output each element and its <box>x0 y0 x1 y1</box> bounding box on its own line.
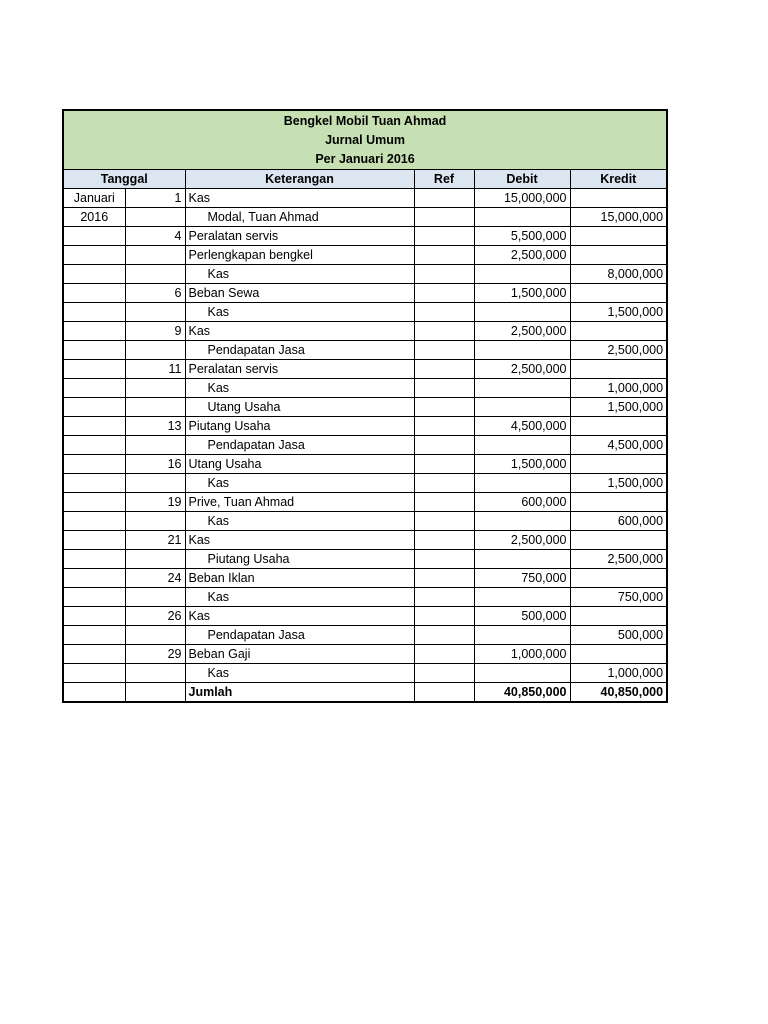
debit-cell <box>474 436 570 455</box>
debit-cell: 5,500,000 <box>474 227 570 246</box>
date-day-cell: 24 <box>125 569 185 588</box>
table-row <box>63 284 667 303</box>
debit-cell: 2,500,000 <box>474 322 570 341</box>
description-cell: Pendapatan Jasa <box>185 436 414 455</box>
table-row <box>63 531 667 550</box>
credit-cell <box>570 417 667 436</box>
date-month-cell <box>63 645 125 664</box>
table-row <box>63 436 667 455</box>
description-cell: Utang Usaha <box>185 455 414 474</box>
header-credit: Kredit <box>570 170 667 189</box>
description-cell: Peralatan servis <box>185 227 414 246</box>
debit-cell <box>474 303 570 322</box>
table-row <box>63 360 667 379</box>
debit-cell: 750,000 <box>474 569 570 588</box>
date-month-cell: Januari <box>63 189 125 208</box>
date-day-cell <box>125 664 185 683</box>
ref-cell <box>414 607 474 626</box>
table-row <box>63 417 667 436</box>
journal-table <box>62 109 668 703</box>
total-day-cell <box>125 683 185 703</box>
credit-cell: 1,000,000 <box>570 664 667 683</box>
date-month-cell <box>63 512 125 531</box>
description-cell: Beban Sewa <box>185 284 414 303</box>
date-month-cell <box>63 474 125 493</box>
date-month-cell <box>63 531 125 550</box>
credit-cell <box>570 246 667 265</box>
ref-cell <box>414 626 474 645</box>
debit-cell: 15,000,000 <box>474 189 570 208</box>
description-cell: Beban Gaji <box>185 645 414 664</box>
debit-cell: 2,500,000 <box>474 360 570 379</box>
date-day-cell <box>125 626 185 645</box>
journal-body <box>63 189 667 683</box>
header-date: Tanggal <box>63 170 185 189</box>
header-ref: Ref <box>414 170 474 189</box>
date-day-cell: 21 <box>125 531 185 550</box>
credit-cell <box>570 607 667 626</box>
date-month-cell <box>63 360 125 379</box>
date-day-cell: 16 <box>125 455 185 474</box>
table-row <box>63 626 667 645</box>
date-day-cell: 4 <box>125 227 185 246</box>
table-row <box>63 474 667 493</box>
date-month-cell <box>63 417 125 436</box>
ref-cell <box>414 417 474 436</box>
table-row <box>63 588 667 607</box>
debit-cell: 600,000 <box>474 493 570 512</box>
table-row <box>63 322 667 341</box>
credit-cell: 600,000 <box>570 512 667 531</box>
table-row <box>63 455 667 474</box>
description-cell: Kas <box>185 379 414 398</box>
date-month-cell <box>63 588 125 607</box>
debit-cell <box>474 474 570 493</box>
ref-cell <box>414 322 474 341</box>
date-month-cell <box>63 246 125 265</box>
date-month-cell <box>63 284 125 303</box>
credit-cell <box>570 284 667 303</box>
description-cell: Piutang Usaha <box>185 417 414 436</box>
debit-cell: 1,500,000 <box>474 284 570 303</box>
description-cell: Kas <box>185 531 414 550</box>
date-month-cell: 2016 <box>63 208 125 227</box>
table-row <box>63 265 667 284</box>
table-row <box>63 398 667 417</box>
date-day-cell: 26 <box>125 607 185 626</box>
ref-cell <box>414 227 474 246</box>
date-day-cell <box>125 303 185 322</box>
date-month-cell <box>63 322 125 341</box>
date-month-cell <box>63 303 125 322</box>
description-cell: Kas <box>185 512 414 531</box>
date-month-cell <box>63 398 125 417</box>
table-row <box>63 607 667 626</box>
credit-cell: 4,500,000 <box>570 436 667 455</box>
ref-cell <box>414 189 474 208</box>
table-row <box>63 569 667 588</box>
total-month-cell <box>63 683 125 703</box>
date-day-cell <box>125 208 185 227</box>
date-day-cell <box>125 341 185 360</box>
credit-cell: 2,500,000 <box>570 550 667 569</box>
ref-cell <box>414 360 474 379</box>
header-debit: Debit <box>474 170 570 189</box>
total-debit: 40,850,000 <box>474 683 570 703</box>
date-day-cell <box>125 379 185 398</box>
ref-cell <box>414 550 474 569</box>
journal-name: Jurnal Umum <box>325 133 405 147</box>
debit-cell <box>474 664 570 683</box>
description-cell: Peralatan servis <box>185 360 414 379</box>
credit-cell: 750,000 <box>570 588 667 607</box>
date-month-cell <box>63 626 125 645</box>
ref-cell <box>414 284 474 303</box>
date-month-cell <box>63 265 125 284</box>
credit-cell <box>570 360 667 379</box>
description-cell: Prive, Tuan Ahmad <box>185 493 414 512</box>
debit-cell: 500,000 <box>474 607 570 626</box>
date-month-cell <box>63 227 125 246</box>
credit-cell: 1,500,000 <box>570 474 667 493</box>
total-credit: 40,850,000 <box>570 683 667 703</box>
journal-period: Per Januari 2016 <box>315 152 415 166</box>
date-day-cell: 11 <box>125 360 185 379</box>
credit-cell: 1,500,000 <box>570 303 667 322</box>
date-day-cell <box>125 265 185 284</box>
debit-cell: 2,500,000 <box>474 246 570 265</box>
debit-cell <box>474 588 570 607</box>
description-cell: Pendapatan Jasa <box>185 341 414 360</box>
date-day-cell: 6 <box>125 284 185 303</box>
table-row <box>63 246 667 265</box>
credit-cell <box>570 227 667 246</box>
debit-cell <box>474 398 570 417</box>
ref-cell <box>414 436 474 455</box>
date-day-cell <box>125 474 185 493</box>
description-cell: Utang Usaha <box>185 398 414 417</box>
credit-cell <box>570 531 667 550</box>
table-row <box>63 645 667 664</box>
date-month-cell <box>63 493 125 512</box>
description-cell: Kas <box>185 189 414 208</box>
total-row <box>63 683 667 703</box>
date-day-cell <box>125 550 185 569</box>
table-row <box>63 512 667 531</box>
description-cell: Kas <box>185 265 414 284</box>
credit-cell <box>570 493 667 512</box>
credit-cell: 1,500,000 <box>570 398 667 417</box>
debit-cell: 2,500,000 <box>474 531 570 550</box>
debit-cell <box>474 208 570 227</box>
ref-cell <box>414 569 474 588</box>
credit-cell <box>570 322 667 341</box>
description-cell: Kas <box>185 322 414 341</box>
description-cell: Kas <box>185 588 414 607</box>
credit-cell: 1,000,000 <box>570 379 667 398</box>
date-month-cell <box>63 607 125 626</box>
table-row <box>63 493 667 512</box>
ref-cell <box>414 455 474 474</box>
description-cell: Beban Iklan <box>185 569 414 588</box>
ref-cell <box>414 474 474 493</box>
date-month-cell <box>63 341 125 360</box>
date-month-cell <box>63 569 125 588</box>
date-day-cell <box>125 588 185 607</box>
ref-cell <box>414 341 474 360</box>
date-day-cell: 1 <box>125 189 185 208</box>
table-row <box>63 227 667 246</box>
description-cell: Perlengkapan bengkel <box>185 246 414 265</box>
table-row <box>63 189 667 208</box>
credit-cell <box>570 189 667 208</box>
ref-cell <box>414 512 474 531</box>
debit-cell: 4,500,000 <box>474 417 570 436</box>
table-row <box>63 550 667 569</box>
debit-cell <box>474 341 570 360</box>
credit-cell <box>570 645 667 664</box>
debit-cell <box>474 550 570 569</box>
date-day-cell: 9 <box>125 322 185 341</box>
date-month-cell <box>63 550 125 569</box>
description-cell: Pendapatan Jasa <box>185 626 414 645</box>
debit-cell <box>474 265 570 284</box>
journal-title-block <box>63 110 667 170</box>
date-day-cell: 29 <box>125 645 185 664</box>
credit-cell: 8,000,000 <box>570 265 667 284</box>
header-row <box>63 170 667 189</box>
date-month-cell <box>63 664 125 683</box>
debit-cell <box>474 512 570 531</box>
description-cell: Kas <box>185 607 414 626</box>
credit-cell <box>570 569 667 588</box>
debit-cell <box>474 626 570 645</box>
ref-cell <box>414 645 474 664</box>
table-row <box>63 303 667 322</box>
date-day-cell <box>125 436 185 455</box>
credit-cell: 500,000 <box>570 626 667 645</box>
credit-cell: 2,500,000 <box>570 341 667 360</box>
date-day-cell <box>125 512 185 531</box>
ref-cell <box>414 246 474 265</box>
table-row <box>63 208 667 227</box>
header-description: Keterangan <box>185 170 414 189</box>
credit-cell: 15,000,000 <box>570 208 667 227</box>
ref-cell <box>414 265 474 284</box>
ref-cell <box>414 208 474 227</box>
total-label: Jumlah <box>185 683 414 703</box>
debit-cell: 1,000,000 <box>474 645 570 664</box>
date-month-cell <box>63 455 125 474</box>
description-cell: Piutang Usaha <box>185 550 414 569</box>
credit-cell <box>570 455 667 474</box>
description-cell: Kas <box>185 303 414 322</box>
debit-cell <box>474 379 570 398</box>
ref-cell <box>414 398 474 417</box>
description-cell: Modal, Tuan Ahmad <box>185 208 414 227</box>
ref-cell <box>414 664 474 683</box>
date-day-cell: 19 <box>125 493 185 512</box>
date-day-cell <box>125 398 185 417</box>
table-row <box>63 341 667 360</box>
debit-cell: 1,500,000 <box>474 455 570 474</box>
table-row <box>63 379 667 398</box>
title-row <box>63 110 667 170</box>
date-month-cell <box>63 379 125 398</box>
ref-cell <box>414 303 474 322</box>
date-month-cell <box>63 436 125 455</box>
date-day-cell <box>125 246 185 265</box>
ref-cell <box>414 493 474 512</box>
date-day-cell: 13 <box>125 417 185 436</box>
ref-cell <box>414 588 474 607</box>
description-cell: Kas <box>185 474 414 493</box>
ref-cell <box>414 531 474 550</box>
total-ref-cell <box>414 683 474 703</box>
company-name: Bengkel Mobil Tuan Ahmad <box>283 114 447 128</box>
description-cell: Kas <box>185 664 414 683</box>
ref-cell <box>414 379 474 398</box>
table-row <box>63 664 667 683</box>
